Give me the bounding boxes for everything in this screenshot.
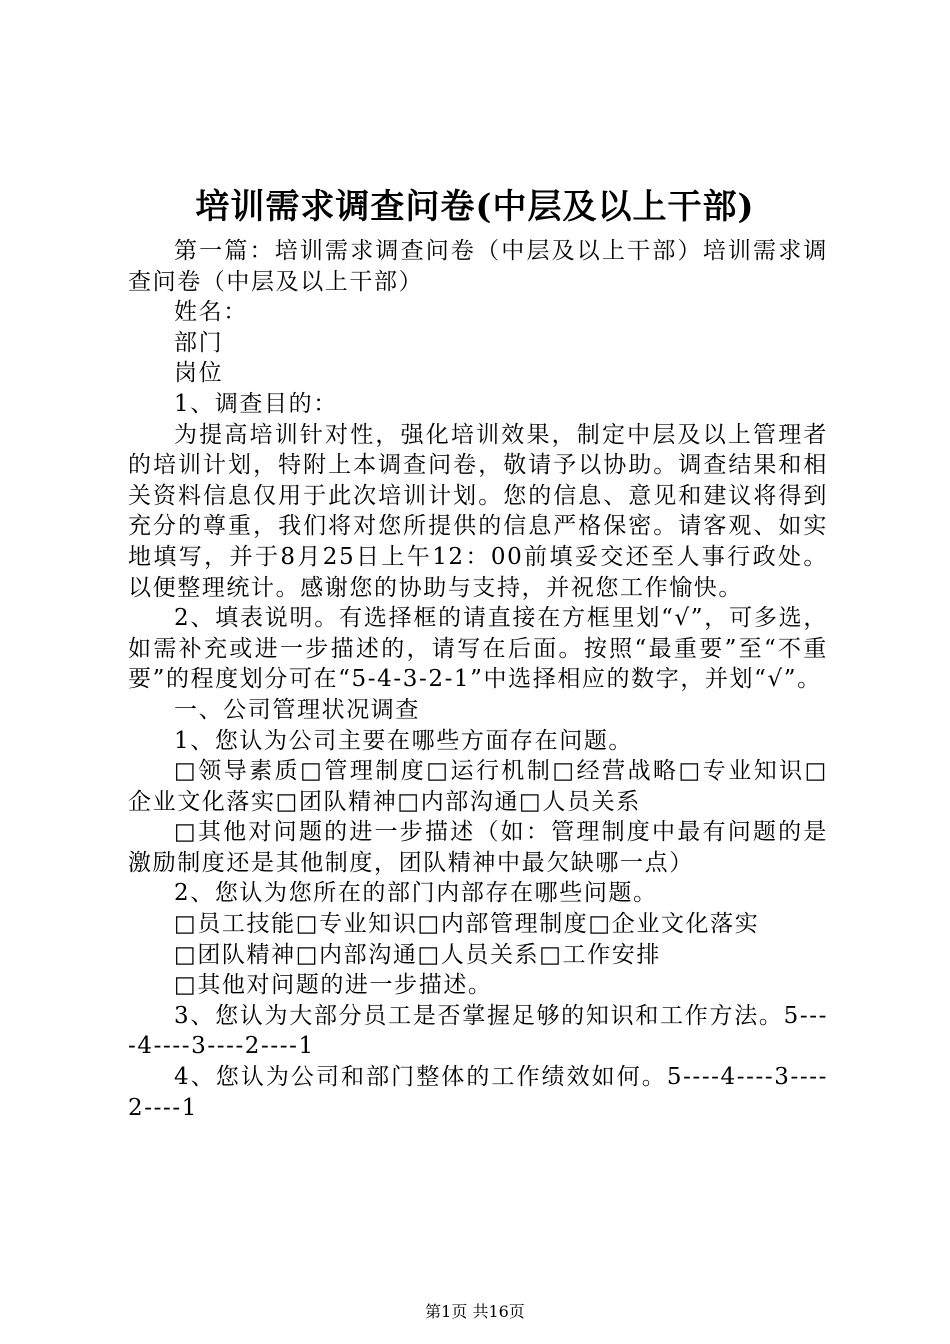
field-position: 岗位 bbox=[174, 360, 224, 387]
page-footer: 第1页 共16页 bbox=[425, 1302, 525, 1321]
question-2-other: □其他对问题的进一步描述。 bbox=[174, 972, 493, 999]
question-1-other: □其他对问题的进一步描述（如：管理制度中最有问题的是激励制度还是其他制度，团队精神中最欠缺哪一点） bbox=[128, 819, 828, 876]
paragraph-instructions: 2、填表说明。有选择框的请直接在方框里划“√”，可多选，如需补充或进一步描述的，请写在后面。按照“最重要”至“不重要”的程度划分可在“5-4-3-2-1”中选择相应的数字，并划“√”。 bbox=[128, 605, 828, 693]
question-2-options-a: □员工技能□专业知识□内部管理制度□企业文化落实 bbox=[174, 911, 760, 938]
document-title: 培训需求调查问卷(中层及以上干部) bbox=[195, 187, 755, 227]
paragraph-purpose: 为提高培训针对性，强化培训效果，制定中层及以上管理者的培训计划，特附上本调查问卷，敬请予以协助。调查结果和相关资料信息仅用于此次培训计划。您的信息、意见和建议将得到充分的尊重，我们将对您所提供的信息严格保密。请客观、如实地填写，并于8月25日上午12：00前填妥交还至人事行政处。以便整理统计。感谢您的协助与支持，并祝您工作愉快。 bbox=[128, 421, 828, 601]
question-1: 1、您认为公司主要在哪些方面存在问题。 bbox=[174, 727, 634, 754]
question-4: 4、您认为公司和部门整体的工作绩效如何。5----4----3----2----1 bbox=[128, 1064, 828, 1121]
question-3: 3、您认为大部分员工是否掌握足够的知识和工作方法。5----4----3----2----1 bbox=[128, 1002, 828, 1060]
field-department: 部门 bbox=[174, 329, 224, 356]
question-2: 2、您认为您所在的部门内部存在哪些问题。 bbox=[174, 880, 658, 907]
section-purpose-heading: 1、调查目的： bbox=[174, 390, 338, 417]
document-body bbox=[128, 236, 828, 1123]
section-heading-management: 一、公司管理状况调查 bbox=[174, 696, 420, 723]
field-name: 姓名： bbox=[174, 299, 248, 326]
question-2-options-b: □团队精神□内部沟通□人员关系□工作安排 bbox=[174, 941, 661, 968]
paragraph-intro: 第一篇：培训需求调查问卷（中层及以上干部）培训需求调查问卷（中层及以上干部） bbox=[128, 238, 828, 295]
question-1-options: □领导素质□管理制度□运行机制□经营战略□专业知识□企业文化落实□团队精神□内部沟通□人员关系 bbox=[128, 758, 828, 815]
